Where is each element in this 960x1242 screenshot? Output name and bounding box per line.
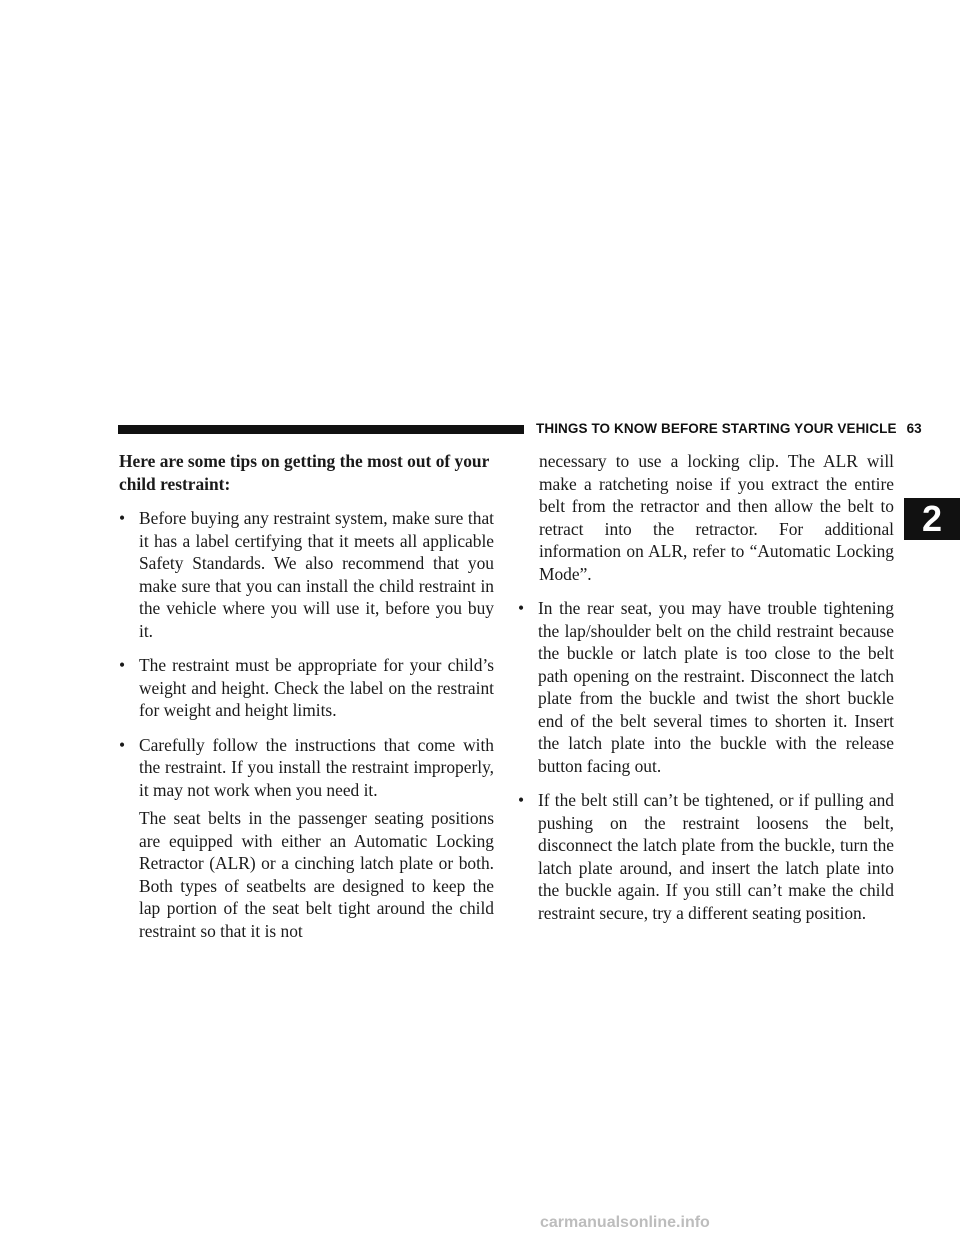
running-header bbox=[536, 421, 922, 436]
left-column bbox=[119, 450, 494, 942]
body-paragraph: The seat belts in the passenger seating positions are equipped with either an Automatic Locking Retractor (ALR) or a cinching latch plate or both. Both types of seatbelts are designed to keep the lap portion of the seat belt tight around the child restraint so that it is not bbox=[139, 808, 494, 941]
continued-paragraph: necessary to use a locking clip. The ALR will make a ratcheting noise if you extract the entire belt from the retractor and then allow the belt to retract into the retractor. For additional information on ALR, refer to “Automatic Locking Mode”. bbox=[539, 451, 894, 584]
list-item bbox=[119, 654, 494, 722]
chapter-tab: 2 bbox=[904, 498, 960, 540]
footer-watermark: carmanualsonline.info bbox=[540, 1214, 710, 1231]
list-item bbox=[518, 597, 894, 777]
bullet-icon: • bbox=[119, 508, 126, 528]
list-item-text: In the rear seat, you may have trouble tightening the lap/shoulder belt on the child restraint because the buckle or latch plate is too close to the belt path opening on the restraint. Disconnect the latch plate from the buckle and twist the short buckle end of the belt several times to shorten it. Insert the latch plate into the buckle with the release button facing out. bbox=[538, 598, 894, 776]
bullet-icon: • bbox=[119, 655, 126, 675]
intro-heading: Here are some tips on getting the most out of your child restraint: bbox=[119, 451, 489, 494]
list-item bbox=[119, 507, 494, 642]
header-rule bbox=[118, 425, 524, 434]
bullet-icon: • bbox=[119, 734, 126, 755]
bullet-icon: • bbox=[518, 598, 525, 618]
list-item bbox=[119, 734, 494, 802]
bullet-icon: • bbox=[518, 790, 525, 810]
list-item-text: If the belt still can’t be tightened, or if pulling and pushing on the restraint loosens the belt, disconnect the latch plate from the buckle, turn the latch plate around, and insert the latch plate into the buckle again. If you still can’t make the child restraint secure, try a different seating position. bbox=[538, 790, 894, 923]
list-item-text: Carefully follow the instructions that come with the restraint. If you install the restraint improperly, it may not work when you need it. bbox=[139, 734, 494, 800]
list-item-text: Before buying any restraint system, make sure that it has a label certifying that it meets all applicable Safety Standards. We also recommend that you make sure that you can install the child restraint in the vehicle where you will use it, before you buy it. bbox=[139, 508, 494, 641]
list-item-text: The restraint must be appropriate for your child’s weight and height. Check the label on the restraint for weight and height limits. bbox=[139, 655, 494, 720]
right-column bbox=[518, 450, 894, 936]
list-item bbox=[518, 789, 894, 924]
section-title: THINGS TO KNOW BEFORE STARTING YOUR VEHICLE bbox=[536, 421, 897, 436]
page-number: 63 bbox=[906, 421, 922, 436]
